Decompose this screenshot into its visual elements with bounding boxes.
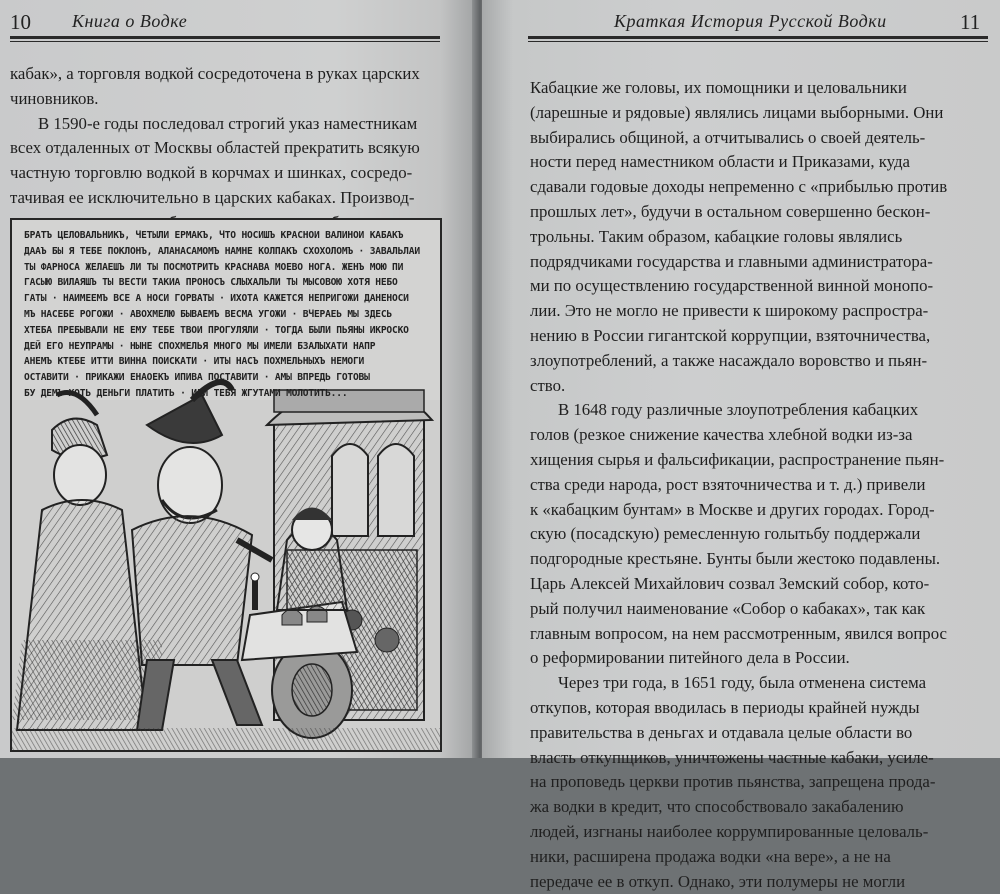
text-line: лии. Это не могло не привести к широкому распростра- [530,299,1000,324]
text-line: сдавали годовые доходы непременно с «прибылью против [530,175,1000,200]
left-running-title: Книга о Водке [72,11,187,32]
text-line: В 1648 году различные злоупотребления кабацких [530,398,1000,423]
caption-line: ОСТАВИТИ · ПРИКАЖИ ЕНАОЕКЪ ИПИВА ПОСТАВИТИ · АМЫ ВПРЕДЬ ГОТОВЫ [24,370,428,386]
text-line: прошлых лет», будучи в остальном совершенно бескон- [530,200,1000,225]
text-line: подрядчиками государства и главными администратора- [530,250,1000,275]
text-line: власть откупщиков, уничтожены частные кабаки, усиле- [530,746,1000,771]
text-line: подгородные крестьяне. Бунты были жестоко подавлены. [530,547,1000,572]
caption-line: ГАСЫЮ ВИЛАЯШЪ ТЫ ВЕСТИ ТАКИА ПРОНОСЪ СЛЫХАЛЬЛИ ТЫ МЫСОВОЮ ХОТЯ НЕБО [24,275,428,291]
left-page-number: 10 [10,10,31,35]
text-line: правительства в деньгах и отдавала целые области во [530,721,1000,746]
text-line: откупов, которая вводилась в периоды крайней нужды [530,696,1000,721]
text-line: к «кабацким бунтам» в Москве и других городах. Город- [530,498,1000,523]
text-line: людей, изгнаны наиболее коррумпированные целоваль- [530,820,1000,845]
text-line: о реформировании питейного дела в России. [530,646,1000,671]
right-header-rule [528,36,988,42]
right-page [482,0,1000,758]
text-line: Кабацкие же головы, их помощники и целовальники [530,76,1000,101]
caption-line: ТЫ ФАРНОСА ЖЕЛАЕШЪ ЛИ ТЫ ПОСМОТРИТЬ КРАСНАВА МОЕВО НОГА. ЖЕНЪ МОЮ ПИ [24,260,428,276]
text-line: скую (посадскую) ремесленную голытьбу поддержали [530,522,1000,547]
text-line: передаче ее в откуп. Однако, эти полумеры не могли [530,870,1000,894]
text-line: Через три года, в 1651 году, была отменена система [530,671,1000,696]
caption-line: ХТЕБА ПРЕБЫВАЛИ НЕ ЕМУ ТЕБЕ ТВОИ ПРОГУЛЯЛИ · ТОГДА БЫЛИ ПЬЯНЫ ИКРОСКО [24,323,428,339]
left-header-rule [10,36,440,42]
text-line: кабак», а торговля водкой сосредоточена в руках царских [10,62,448,87]
text-line: хищения сырья и фальсификации, распространение пьян- [530,448,1000,473]
caption-line: БУ ДЕМЪ ХОТЬ ДЕНЬГИ ПЛАТИТЬ · ИЛИ ТЕБЯ ЖГУТАМИ МОЛОТИТЬ... [24,386,428,402]
text-line: ники, расширена продажа водки «на вере», а не на [530,845,1000,870]
text-line: частную торговлю водкой в корчмах и шинках, сосредо- [10,161,448,186]
left-body-text [10,62,448,236]
text-line: ство. [530,374,1000,399]
text-line: трольны. Таким образом, кабацкие головы являлись [530,225,1000,250]
text-line: жа водки в кредит, что способствовало закабалению [530,795,1000,820]
text-line: ности перед наместником области и Приказами, куда [530,150,1000,175]
text-line: ства среди народа, рост взяточничества и т. д.) привели [530,473,1000,498]
right-page-number: 11 [960,10,980,35]
left-page-header [10,8,440,42]
caption-line: АНЕМЪ КТЕБЕ ИТТИ ВИННА ПОИСКАТИ · ИТЫ НАСЪ ПОХМЕЛЬНЫХЪ НЕМОГИ [24,354,428,370]
text-line: всех отдаленных от Москвы областей прекратить всякую [10,136,448,161]
illustration-caption [24,228,428,402]
text-line: тачивая ее исключительно в царских кабаках. Производ- [10,186,448,211]
text-line: ми по осуществлению государственной винной монопо- [530,274,1000,299]
text-line: Царь Алексей Михайлович созвал Земский собор, кото- [530,572,1000,597]
text-line: нению в России гигантской коррупции, взяточничества, [530,324,1000,349]
caption-line: БРАТЪ ЦЕЛОВАЛЬНИКЪ, ЧЕТЫЛИ ЕРМАКЪ, ЧТО НОСИШЪ КРАСНОИ ВАЛИНОИ КАБАКЪ [24,228,428,244]
caption-line: ГАТЫ · НАИМЕЕМЪ ВСЕ А НОСИ ГОРВАТЫ · ИХОТА КАЖЕТСЯ НЕПРИГОЖИ ДАНЕНОСИ [24,291,428,307]
right-running-title: Краткая История Русской Водки [614,11,887,32]
text-line: на проповедь церкви против пьянства, запрещена прода- [530,770,1000,795]
text-line: главным вопросом, на нем рассмотренным, явился вопрос [530,622,1000,647]
left-page [0,0,478,758]
lubok-illustration [10,218,442,752]
text-line: голов (резкое снижение качества хлебной водки из-за [530,423,1000,448]
right-page-header [528,8,988,42]
text-line: чиновников. [10,87,448,112]
text-line: злоупотреблений, а также насаждало воровство и пьян- [530,349,1000,374]
text-line: (ларешные и рядовые) являлись лицами выборными. Они [530,101,1000,126]
caption-line: ДААЪ БЫ Я ТЕБЕ ПОКЛОНЪ, АЛАНАСАМОМЪ НАМНЕ КОЛПАКЪ СХОХОЛОМЪ · ЗАВАЛЬЛАИ [24,244,428,260]
text-line: рый получил наименование «Собор о кабаках», так как [530,597,1000,622]
text-line: В 1590-е годы последовал строгий указ наместникам [10,112,448,137]
right-body-text [530,76,1000,894]
caption-line: МЪ НАСЕБЕ РОГОЖИ · АВОХМЕЛЮ БЫВАЕМЪ ВЕСМА УГОЖИ · ВЧЕРАЕЬ МЫ ЗДЕСЬ [24,307,428,323]
caption-line: ДЕЙ ЕГО НЕУПРАМЫ · НЫНЕ СПОХМЕЛЬЯ МНОГО МЫ ИМЕЛИ БЗАЛЫХАТИ НАПР [24,339,428,355]
text-line: выбирались общиной, а отчитывались о своей деятель- [530,126,1000,151]
